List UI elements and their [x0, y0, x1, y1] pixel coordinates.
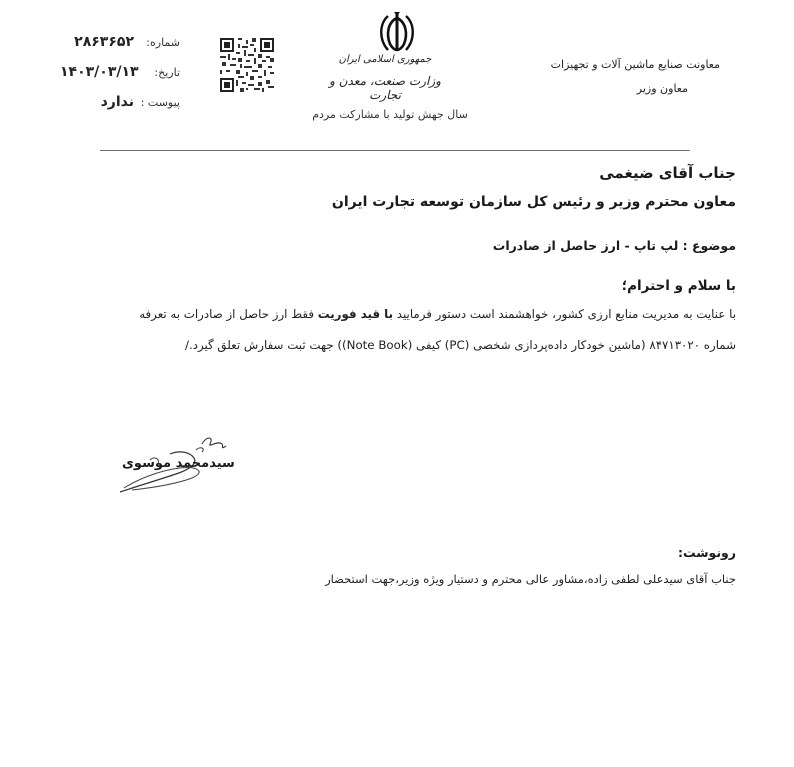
letter-paragraph-line-1: [46, 307, 736, 321]
letter-number-value: ۲۸۶۳۶۵۲: [74, 34, 134, 50]
letter-attachment-label: پیوست :: [140, 96, 180, 109]
letter-number-row: [60, 34, 180, 64]
qr-code-icon: [220, 38, 274, 92]
recipient-name: جناب آقای ضیغمی: [599, 164, 736, 182]
paragraph-emphasis: با قید فوریت: [317, 307, 394, 321]
letter-greeting: با سلام و احترام؛: [621, 278, 736, 294]
letter-meta: [60, 34, 180, 124]
recipient-title: معاون محترم وزیر و رئیس کل سازمان توسعه تجارت ایران: [331, 194, 736, 210]
cc-recipient: جناب آقای سیدعلی لطفی زاده،مشاور عالی محترم و دستیار ویژه وزیر،جهت استحضار: [325, 572, 736, 586]
cc-label: رونوشت:: [677, 545, 736, 560]
letter-paragraph-line-2: شماره ۸۴۷۱۳۰۲۰ (ماشین خودکار داده‌پردازی شخصی (PC) کیفی (Note Book)) جهت ثبت سفارش تعلق گیرد./: [185, 338, 736, 352]
letter-date-value: ۱۴۰۳/۰۳/۱۳: [60, 64, 139, 80]
iran-emblem-icon: [376, 10, 418, 54]
letter-date-row: [60, 64, 180, 94]
letter-subject: موضوع : لپ تاپ - ارز حاصل از صادرات: [492, 238, 736, 253]
signer-name: سیدمحمد موسوی: [122, 456, 235, 471]
paragraph-text-part-2: فقط ارز حاصل از صادرات به تعرفه: [139, 307, 315, 321]
letter-attachment-value: ندارد: [100, 94, 134, 110]
header-divider: [100, 150, 690, 151]
sender-unit: معاونت صنایع ماشین آلات و تجهیزات: [550, 58, 720, 71]
letter-attachment-row: [60, 94, 180, 124]
sender-title: معاون وزیر: [636, 82, 688, 95]
year-slogan: سال جهش تولید با مشارکت مردم: [312, 108, 468, 121]
paragraph-text-part-1: با عنایت به مدیریت منابع ارزی کشور، خواهشمند است دستور فرمایید: [396, 307, 736, 321]
letter-date-label: تاریخ:: [154, 66, 180, 79]
letter-number-label: شماره:: [146, 36, 180, 49]
government-name: جمهوری اسلامی ایران: [338, 54, 432, 65]
ministry-name: وزارت صنعت، معدن و تجارت: [329, 74, 441, 102]
